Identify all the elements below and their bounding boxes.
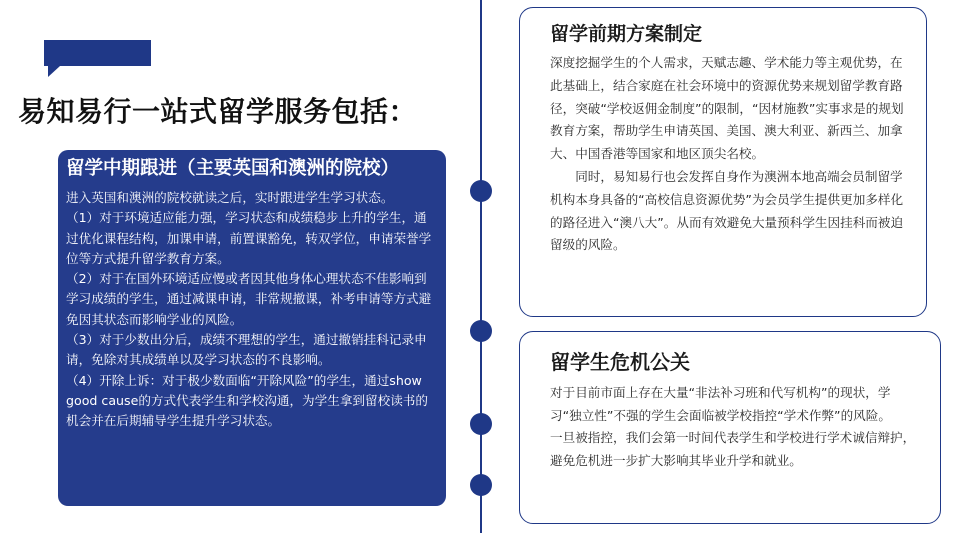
- title-badge: [44, 40, 151, 66]
- timeline-dot: [470, 180, 492, 202]
- card-paragraph: （3）对于少数出分后，成绩不理想的学生，通过撤销挂科记录申请，免除对其成绩单以及学习状态的不良影响。: [66, 332, 427, 368]
- card-paragraph: （4）开除上诉：对于极少数面临“开除风险”的学生，通过show good cause的方式代表学生和学校沟通，为学生拿到留校读书的机会并在后期辅导学生提升学习状态。: [66, 372, 428, 429]
- page-title: 易知易行一站式留学服务包括：: [18, 95, 418, 128]
- timeline-dot: [470, 413, 492, 435]
- early-planning-card: [519, 7, 927, 317]
- card-title: 留学中期跟进（主要英国和澳洲的院校）: [66, 158, 400, 179]
- title-badge-tail: [48, 66, 60, 77]
- card-paragraph: （2）对于在国外环境适应慢或者因其他身体心理状态不佳影响到学习成绩的学生，通过减课申请，非常规撤课，补考申请等方式避免因其状态而影响学业的风险。: [66, 271, 432, 327]
- card-title: 留学前期方案制定: [550, 23, 703, 45]
- card-paragraph: 一旦被指控，我们会第一时间代表学生和学校进行学术诚信辩护，避免危机进一步扩大影响其毕业升学和就业。: [550, 430, 916, 468]
- card-paragraph: 进入英国和澳洲的院校就读之后，实时跟进学生学习状态。: [66, 190, 394, 205]
- card-paragraph: 对于目前市面上存在大量“非法补习班和代写机构”的现状，学习“独立性”不强的学生会面临被学校指控“学术作弊”的风险。: [550, 385, 891, 423]
- card-paragraph: 同时，易知易行也会发挥自身作为澳洲本地高端会员制留学机构本身具备的“高校信息资源优势”为会员学生提供更加多样化的路径进入“澳八大”。从而有效避免大量预科学生因挂科而被迫留级的风险。: [550, 168, 904, 253]
- card-title: 留学生危机公关: [550, 350, 690, 374]
- card-paragraph: 深度挖掘学生的个人需求，天赋志趣、学术能力等主观优势，在此基础上，结合家庭在社会环境中的资源优势来规划留学教育路径，突破“学校返佣金制度”的限制，“因材施教”实事求是的规划教育方案，帮助学生申请英国、美国、澳大利亚、新西兰、加拿大、中国香港等国家和地区顶尖名校。: [550, 55, 904, 162]
- mid-term-followup-card: [58, 150, 446, 506]
- timeline-dot: [470, 320, 492, 342]
- timeline-dot: [470, 474, 492, 496]
- card-paragraph: （1）对于环境适应能力强，学习状态和成绩稳步上升的学生，通过优化课程结构，加课申请，前置课豁免，转双学位，申请荣誉学位等方式提升留学教育方案。: [66, 210, 432, 266]
- crisis-pr-card: [519, 331, 941, 524]
- timeline-line: [480, 0, 482, 533]
